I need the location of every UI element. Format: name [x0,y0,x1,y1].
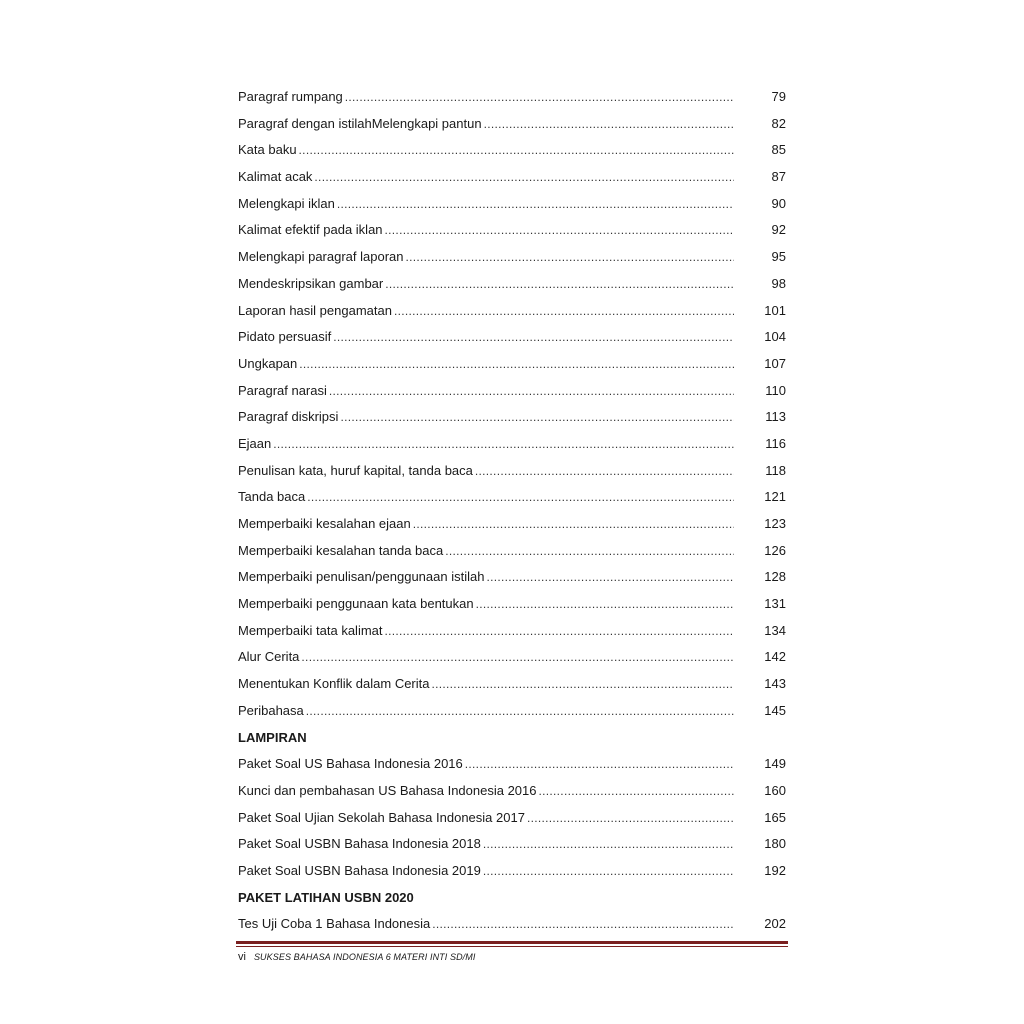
toc-dot-leader [445,538,734,565]
toc-entry [238,778,788,805]
toc-entry-title: Memperbaiki penulisan/penggunaan istilah [238,564,486,591]
toc-entry-page-number: 82 [771,115,786,131]
toc-dot-leader [465,751,734,778]
toc-entry [238,805,788,832]
toc-entry-page-number: 101 [764,302,786,318]
toc-entry-page-number: 128 [764,569,786,585]
toc-entry-title: Paket Soal USBN Bahasa Indonesia 2019 [238,858,483,885]
toc-dot-leader [299,351,734,378]
toc-entry [238,911,788,938]
toc-dot-leader [475,458,734,485]
toc-dot-leader [306,698,734,725]
toc-entry [238,671,788,698]
toc-entry-page-number: 118 [765,462,786,478]
toc-group-lampiran [238,751,788,884]
toc-dot-leader [476,591,734,618]
toc-entry-title: Memperbaiki kesalahan tanda baca [238,538,445,565]
toc-entry-title: Mendeskripsikan gambar [238,271,385,298]
toc-entry-title: Memperbaiki kesalahan ejaan [238,511,413,538]
toc-entry-title: Ungkapan [238,351,299,378]
toc-heading-paket-latihan: PAKET LATIHAN USBN 2020 [238,889,414,905]
toc-entry-page-number: 123 [764,516,786,531]
toc-entry-page-number: 160 [764,782,786,798]
toc-entry [238,431,788,458]
toc-dot-leader [413,511,734,538]
toc-entry-page-number: 142 [764,649,786,665]
toc-entry [238,298,788,325]
toc-entry-title: Kata baku [238,137,299,164]
toc-entry-title: Paragraf narasi [238,378,329,405]
toc-entry-title: Memperbaiki tata kalimat [238,618,385,645]
toc-entry [238,458,788,485]
footer-book-title: SUKSES BAHASA INDONESIA 6 MATERI INTI SD/MI [253,952,476,962]
toc-entry [238,164,788,191]
toc-entry-title: Menentukan Konflik dalam Cerita [238,671,432,698]
toc-entry-page-number: 104 [764,329,786,345]
toc-entry [238,84,788,111]
toc-entry-page-number: 180 [764,836,786,852]
toc-entry-page-number: 92 [771,222,786,238]
toc-entry [238,137,788,164]
toc-entry-page-number: 134 [764,622,786,638]
toc-entry [238,324,788,351]
toc-entry-page-number: 143 [764,676,786,692]
table-of-contents [238,84,788,938]
toc-entry [238,564,788,591]
toc-entry-title: Paragraf dengan istilahMelengkapi pantun [238,111,484,138]
toc-entry [238,111,788,138]
toc-entry-page-number: 145 [764,702,786,718]
toc-entry-title: Tes Uji Coba 1 Bahasa Indonesia [238,911,432,938]
toc-entry [238,591,788,618]
toc-entry-page-number: 113 [765,409,786,425]
toc-dot-leader [301,644,734,671]
toc-entry [238,644,788,671]
toc-entry [238,191,788,218]
toc-entry-title: Laporan hasil pengamatan [238,298,394,325]
toc-entry-page-number: 85 [771,142,786,158]
toc-entry [238,404,788,431]
toc-entry [238,618,788,645]
toc-dot-leader [483,858,734,885]
page-footer [238,949,475,965]
toc-entry [238,751,788,778]
toc-dot-leader [539,778,735,805]
toc-dot-leader [307,484,734,511]
toc-entry-title: Melengkapi paragraf laporan [238,244,406,271]
toc-entry [238,217,788,244]
toc-dot-leader [385,618,735,645]
toc-dot-leader [299,137,734,164]
toc-entry-page-number: 98 [771,275,786,291]
toc-entry-title: Kalimat efektif pada iklan [238,217,385,244]
toc-entry-title: Paket Soal Ujian Sekolah Bahasa Indonesia 2017 [238,805,527,832]
toc-entry [238,378,788,405]
toc-entry-page-number: 126 [764,542,786,558]
toc-dot-leader [345,84,734,111]
toc-entry-title: Melengkapi iklan [238,191,337,218]
toc-entry [238,271,788,298]
toc-dot-leader [484,111,734,138]
toc-entry-page-number: 79 [771,89,786,104]
toc-dot-leader [432,911,734,938]
toc-dot-leader [432,671,735,698]
toc-entry-title: Kalimat acak [238,164,314,191]
toc-entry-page-number: 90 [771,195,786,211]
footer-page-number: vi [238,951,246,963]
toc-dot-leader [337,191,734,218]
toc-entry-title: Alur Cerita [238,644,301,671]
toc-heading-lampiran: LAMPIRAN [238,729,307,745]
toc-dot-leader [385,217,734,244]
toc-dot-leader [273,431,734,458]
toc-dot-leader [406,244,735,271]
toc-entry [238,351,788,378]
toc-entry [238,511,788,538]
footer-rule-thick [236,941,788,944]
toc-entry-page-number: 202 [764,916,786,932]
toc-entry-page-number: 149 [764,756,786,772]
toc-entry-page-number: 131 [764,596,786,612]
toc-entry-page-number: 95 [771,249,786,265]
toc-entry-title: Memperbaiki penggunaan kata bentukan [238,591,476,618]
toc-entry-page-number: 121 [764,489,786,505]
toc-entry-title: Kunci dan pembahasan US Bahasa Indonesia 2016 [238,778,539,805]
toc-dot-leader [486,564,734,591]
toc-entry [238,484,788,511]
toc-entry-title: Penulisan kata, huruf kapital, tanda baca [238,458,475,485]
footer-rule-thin [236,946,788,947]
toc-entry-title: Paket Soal US Bahasa Indonesia 2016 [238,751,465,778]
toc-dot-leader [333,324,734,351]
toc-entry-title: Pidato persuasif [238,324,333,351]
toc-entry-page-number: 110 [765,382,786,398]
toc-dot-leader [340,404,734,431]
toc-entry [238,858,788,885]
toc-entry [238,698,788,725]
toc-dot-leader [527,805,734,832]
toc-entry-title: Paket Soal USBN Bahasa Indonesia 2018 [238,831,483,858]
toc-dot-leader [385,271,734,298]
toc-dot-leader [483,831,734,858]
toc-dot-leader [394,298,734,325]
toc-entry-title: Ejaan [238,431,273,458]
toc-group-paket-latihan [238,911,788,938]
toc-dot-leader [314,164,734,191]
toc-entry-page-number: 107 [764,355,786,371]
toc-dot-leader [329,378,734,405]
toc-entry-page-number: 192 [764,862,786,878]
toc-entry [238,244,788,271]
toc-entry-page-number: 87 [771,169,786,185]
toc-entry-title: Paragraf rumpang [238,84,345,111]
toc-entry-page-number: 116 [765,435,786,451]
toc-entry-title: Paragraf diskripsi [238,404,340,431]
toc-entry-title: Tanda baca [238,484,307,511]
toc-group-materi [238,84,788,725]
toc-entry-page-number: 165 [764,809,786,825]
toc-entry [238,831,788,858]
toc-entry [238,538,788,565]
toc-entry-title: Peribahasa [238,698,306,725]
